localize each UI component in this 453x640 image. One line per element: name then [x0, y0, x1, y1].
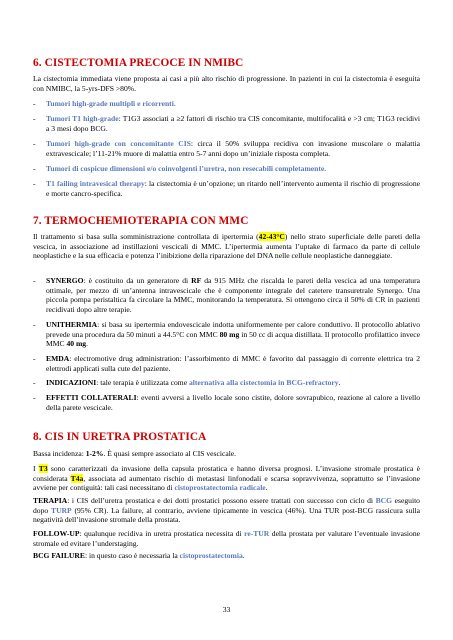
list-item: - INDICAZIONI: tale terapia è utilizzata come alternativa alla cistectomia in BCG-refractory.	[33, 378, 341, 387]
bullet-dash: -	[33, 114, 36, 123]
term: Tumori T1 high-grade	[46, 114, 119, 123]
item-text: : la cistectomia è un’opzione; un ritardo nell’intervento aumenta il rischio di progressione e morte cancro-specifica.	[46, 179, 420, 198]
t3-highlight: T3	[38, 464, 48, 473]
temperature-highlight: 42-43°C	[258, 232, 285, 241]
section-6-title: 6. CISTECTOMIA PRECOCE IN NMIBC	[33, 57, 244, 69]
bcg-failure-paragraph: BCG FAILURE: in questo caso è necessaria la cistoprostatectomia.	[33, 551, 245, 560]
bullet-dash: -	[33, 139, 36, 148]
section-8-title: 8. CIS IN URETRA PROSTATICA	[33, 431, 207, 443]
list-item	[33, 179, 420, 198]
bullet-dash: -	[33, 164, 36, 173]
list-item: - EFFETTI COLLATERALI: eventi avversi a livello locale sono cistite, dolore sovrapubico, reazione al calore a livello della parete vescicale.	[33, 393, 420, 412]
page-number: 33	[222, 605, 231, 614]
bullet-dash: -	[33, 179, 36, 188]
followup-paragraph: FOLLOW-UP: qualunque recidiva in uretra prostatica necessita di re-TUR della prostata per valutare l’eventuale invasione stromale ed evitare l’understaging.	[33, 529, 420, 548]
term: UNITHERMIA	[46, 320, 98, 329]
term: Tumori high-grade multipli e ricorrenti.	[46, 99, 176, 108]
term: EMDA	[46, 354, 70, 363]
section-7-intro: Il trattamento si basa sulla somministrazione controllata di ipertermia (42-43°C) nello strato superficiale delle pareti della vescica, in associazione ad instillazioni vescicali di MMC. L’ipertermia aumenta l’uptake di farmaco da parte di cellule neoplastiche e la sua efficacia e potenza l’inibizione della riparazione del DNA nelle cellule neoplastiche danneggiate.	[33, 232, 420, 261]
list-item: - SYNERGO: è costituito da un generatore di RF da 915 MHz che riscalda le pareti della vescica ad una temperatura ottimale, per mezzo di un’antenna intravescicale che è componente integrale del catetere transuretrale Synergo. Una piccola pompa peristaltica fa circolare la MMC, monitorando la temperatura. Si ottengono circa il 50% di CR in pazienti recidivati dopo altre terapie.	[33, 276, 420, 315]
list-item: - EMDA: electromotive drug administration: l’assorbimento di MMC è favorito dal passaggio di corrente elettrica tra 2 elettrodi applicati sulla cute del paziente.	[33, 354, 420, 373]
incidence-paragraph: Bassa incidenza: 1-2%. È quasi sempre associato al CIS vescicale.	[33, 449, 237, 458]
item-text: : circa il 50% sviluppa recidiva con invasione muscolare o malattia extravescicale; l’11-21% muore di malattia entro 5-7 anni dopo un’iniziale risposta completa.	[46, 139, 420, 158]
list-item	[33, 164, 420, 174]
term: INDICAZIONI	[46, 378, 97, 387]
term: SYNERGO	[46, 276, 84, 285]
list-item	[33, 114, 420, 133]
term: Tumori di cospicue dimensioni e/o coinvolgenti l’uretra, non resecabili completamente.	[46, 164, 327, 173]
term: Tumori high-grade con concomitante CIS	[46, 139, 191, 148]
t4a-highlight: T4a	[70, 473, 84, 483]
term: EFFETTI COLLATERALI	[46, 393, 137, 402]
bullet-dash: -	[33, 393, 36, 402]
item-text: : T1G3 associati a ≥2 fattori di rischio tra CIS concomitante, multifocalità e >3 cm; T1G3 recidivi a 3 mesi dopo BCG.	[46, 114, 421, 133]
bullet-dash: -	[33, 276, 36, 285]
section-6-intro: La cistectomia immediata viene proposta ai casi a più alto rischio di progressione. In pazienti in cui la cistectomia è eseguita con NMIBC, la 5-yrs-DFS >80%.	[33, 74, 420, 93]
bullet-dash: -	[33, 354, 36, 363]
therapy-paragraph: TERAPIA: i CIS dell’uretra prostatica e dei dotti prostatici possono essere trattati con successo con ciclo di BCG eseguito dopo TURP (95% CR). La failure, al contrario, avviene tipicamente in vescica (46%). Una TUR post-BCG rassicura sulla negatività dell’invasione stromale della prostata.	[33, 496, 420, 525]
staging-paragraph: I T3 sono caratterizzati da invasione della capsula prostatica e hanno diversa prognosi. L’invasione stromale prostatica è considerata T4a, associata ad aumentato rischio di metastasi linfonodali e scarsa sopravvivenza, soprattutto se l’invasione avviene per contiguità: tali casi necessitano di cistoprostatectomia radicale.	[33, 464, 420, 493]
list-item: - UNITHERMIA: si basa su ipertermia endovescicale indotta uniformemente per calore conduttivo. Il protocollo ablativo prevede una procedura da 50 minuti a 44.5°C con MMC 80 mg in 50 cc di acqua distillata. Il protocollo profilattico invece MMC 40 mg.	[33, 320, 420, 349]
list-item	[33, 99, 420, 109]
bullet-dash: -	[33, 378, 36, 387]
list-item	[33, 139, 420, 158]
term: T1 failing intravesical therapy	[46, 179, 145, 188]
bullet-dash: -	[33, 99, 36, 108]
section-7-title: 7. TERMOCHEMIOTERAPIA CON MMC	[33, 215, 249, 227]
bullet-dash: -	[33, 320, 36, 329]
